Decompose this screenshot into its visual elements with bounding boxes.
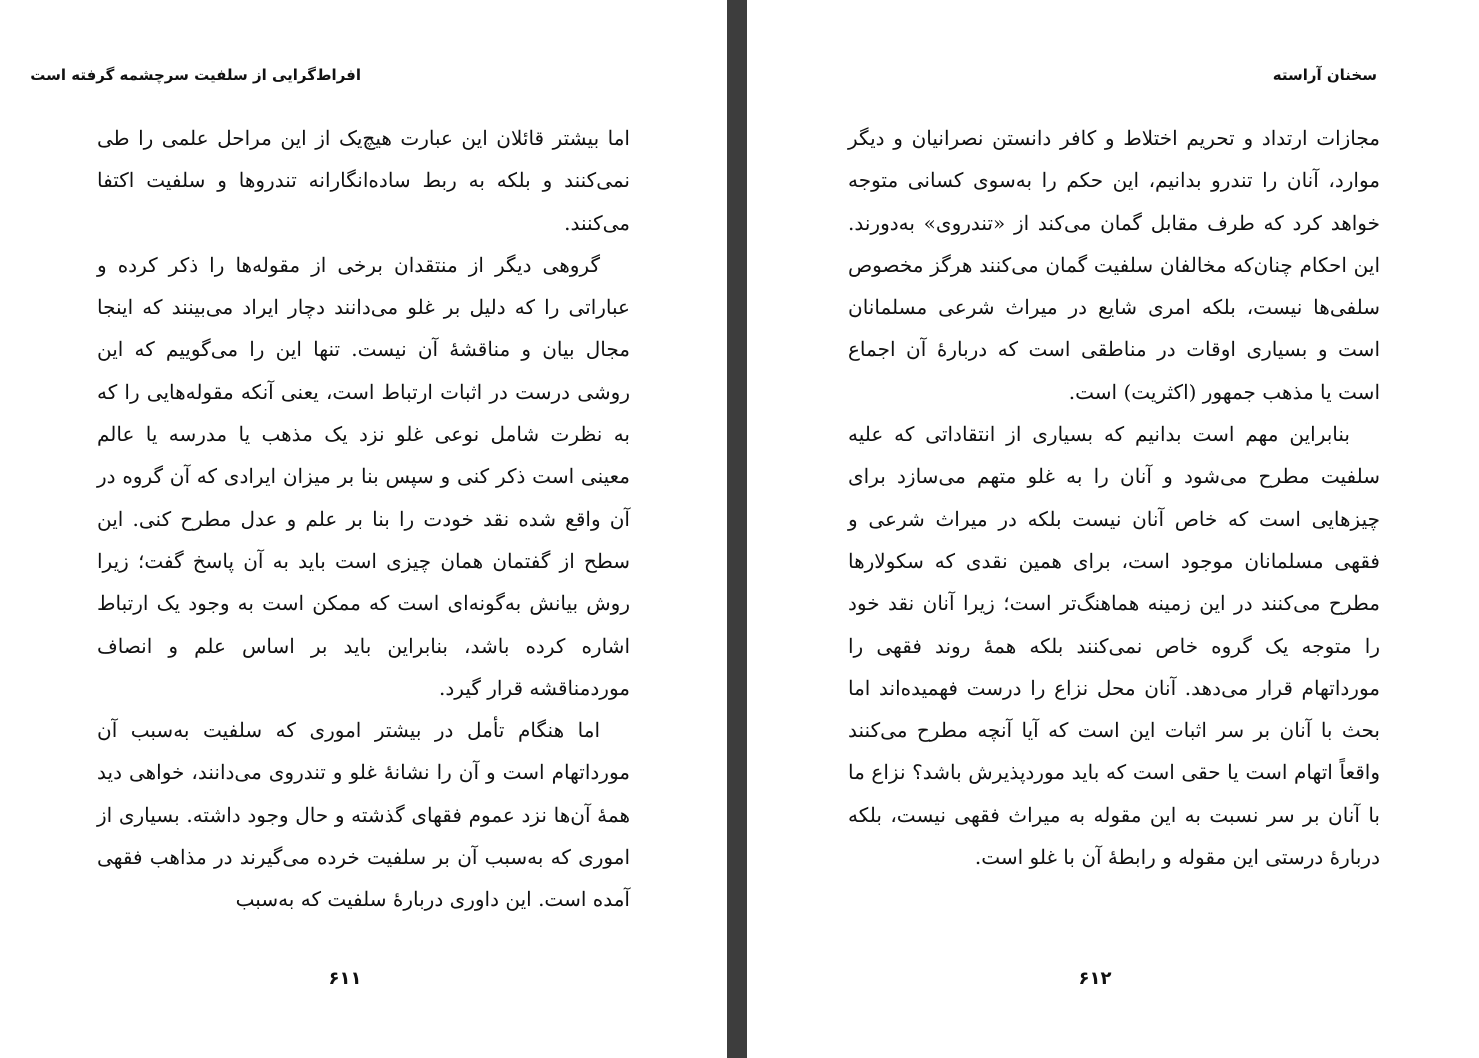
left-page-header: افراط‌گرایی از سلفیت سرچشمه گرفته است	[30, 66, 361, 84]
right-page	[747, 0, 1479, 1058]
right-page-header: سخنان آراسته	[1272, 66, 1377, 84]
right-page-body	[848, 117, 1380, 878]
book-gutter	[727, 0, 747, 1058]
right-paragraph-1: مجازات ارتداد و تحریم اختلاط و کافر دانستن نصرانیان و دیگر موارد، آنان را تندرو بدانیم، این حکم را به‌سوی کسانی متوجه خواهد کرد که طرف مقابل گمان می‌کند از «تندروی» به‌دورند. این احکام چنان‌که مخالفان سلفیت گمان می‌کنند هرگز مخصوص سلفی‌ها نیست، بلکه امری شایع در میراث شرعی مسلمانان است و بسیاری اوقات در مناطقی است که دربارهٔ آن اجماع است یا مذهب جمهور (اکثریت) است.	[848, 126, 1381, 404]
left-page	[0, 0, 727, 1058]
left-paragraph-2: گروهی دیگر از منتقدان برخی از مقوله‌ها را ذکر کرده و عباراتی را که دلیل بر غلو می‌دانند دچار ایراد می‌بینند که اینجا مجال بیان و مناقشهٔ آن نیست. تنها این را می‌گوییم که این روشی درست در اثبات ارتباط است، یعنی آنکه مقوله‌هایی را که به نظرت شامل نوعی غلو نزد یک مذهب یا مدرسه یا عالم معینی است ذکر کنی و سپس بنا بر میزان ایرادی که آن گروه در آن واقع شده نقد خودت را بنا بر علم و عدل مطرح کنی. این سطح از گفتمان همان چیزی است باید به آن پاسخ گفت؛ زیرا روش بیانش به‌گونه‌ای است که ممکن است به وجود یک ارتباط اشاره کرده باشد، بنابراین باید بر اساس علم و انصاف موردمناقشه قرار گیرد.	[97, 252, 630, 700]
left-page-body	[97, 117, 630, 921]
right-paragraph-2: بنابراین مهم است بدانیم که بسیاری از انتقاداتی که علیه سلفیت مطرح می‌شود و آنان را به غلو متهم می‌سازد برای چیزهایی است که خاص آنان نیست بلکه در میراث شرعی و فقهی مسلمانان موجود است، برای همین نقدی که سکولارها مطرح می‌کنند در این زمینه هماهنگ‌تر است؛ زیرا آنان نقد خود را متوجه یک گروه خاص نمی‌کنند بلکه همهٔ روند فقهی را مورداتهام قرار می‌دهد. آنان محل نزاع را درست فهمیده‌اند اما بحث با آنان بر سر اثبات این است که آیا آنچه مطرح می‌کنند واقعاً اتهام است یا حقی است که باید موردپذیرش باشد؟ نزاع ما با آنان بر سر نسبت به این مقوله به میراث فقهی نیست، بلکه دربارهٔ درستی این مقوله و رابطهٔ آن با غلو است.	[848, 422, 1380, 870]
left-paragraph-3: اما هنگام تأمل در بیشتر اموری که سلفیت به‌سبب آن مورداتهام است و آن را نشانهٔ غلو و تندروی می‌دانند، خواهی دید همهٔ آن‌ها نزد عموم فقهای گذشته و حال وجود داشته. بسیاری از اموری که به‌سبب آن بر سلفیت خرده می‌گیرند در مذاهب فقهی آمده است. این داوری دربارهٔ سلفیت که به‌سبب	[97, 718, 630, 912]
right-page-number: ۶۱۲	[1078, 968, 1112, 989]
left-paragraph-1: اما بیشتر قائلان این عبارت هیچ‌یک از این مراحل علمی را طی نمی‌کنند و بلکه به ربط ساده‌انگارانه تندروها و سلفیت اکتفا می‌کنند.	[97, 126, 630, 235]
left-page-number: ۶۱۱	[328, 968, 362, 989]
